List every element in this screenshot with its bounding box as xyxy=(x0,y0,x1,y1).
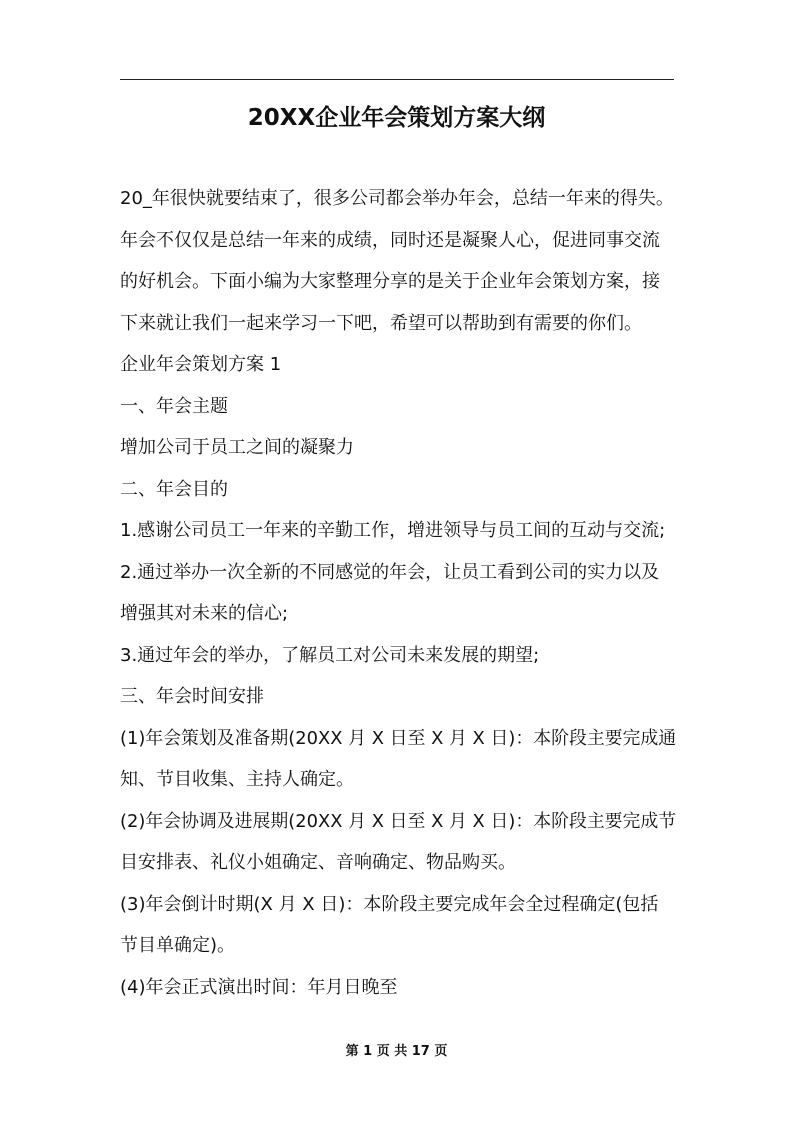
section-heading: 企业年会策划方案 1 xyxy=(120,354,282,375)
body-line: 增加公司于员工之间的凝聚力 xyxy=(120,437,354,458)
body-line: (2)年会协调及进展期(20XX 月 X 日至 X 月 X 日)：本阶段主要完成节 xyxy=(120,810,677,832)
section-heading: 一、年会主题 xyxy=(120,395,228,417)
body-line: 的好机会。下面小编为大家整理分享的是关于企业年会策划方案，接 xyxy=(120,271,660,292)
body-line: 2.通过举办一次全新的不同感觉的年会，让员工看到公司的实力以及 xyxy=(120,561,660,583)
body-line: 1.感谢公司员工一年来的辛勤工作，增进领导与员工间的互动与交流; xyxy=(120,520,666,541)
document-body xyxy=(120,178,676,1008)
body-line: 知、节目收集、主持人确定。 xyxy=(120,769,354,790)
body-line: 增强其对未来的信心; xyxy=(120,603,289,624)
body-line: 节目单确定)。 xyxy=(120,935,236,956)
body-line: 目安排表、礼仪小姐确定、音响确定、物品购买。 xyxy=(120,852,516,873)
body-line: (4)年会正式演出时间：年月日晚至 xyxy=(120,976,398,998)
body-line: (3)年会倒计时期(X 月 X 日)：本阶段主要完成年会全过程确定(包括 xyxy=(120,893,659,915)
body-line: 20_年很快就要结束了，很多公司都会举办年会，总结一年来的得失。 xyxy=(120,188,674,209)
body-line: (1)年会策划及准备期(20XX 月 X 日至 X 月 X 日)：本阶段主要完成通 xyxy=(120,727,677,749)
body-line: 年会不仅仅是总结一年来的成绩，同时还是凝聚人心，促进同事交流 xyxy=(120,229,660,251)
body-line: 3.通过年会的举办，了解员工对公司未来发展的期望; xyxy=(120,644,540,666)
body-line: 下来就让我们一起来学习一下吧，希望可以帮助到有需要的你们。 xyxy=(120,312,642,334)
page-number: 第 1 页 共 17 页 xyxy=(345,1044,448,1059)
header-rule xyxy=(120,79,674,80)
section-heading: 二、年会目的 xyxy=(120,478,228,500)
section-heading: 三、年会时间安排 xyxy=(120,686,264,707)
document-title: 20XX企业年会策划方案大纲 xyxy=(247,105,546,131)
